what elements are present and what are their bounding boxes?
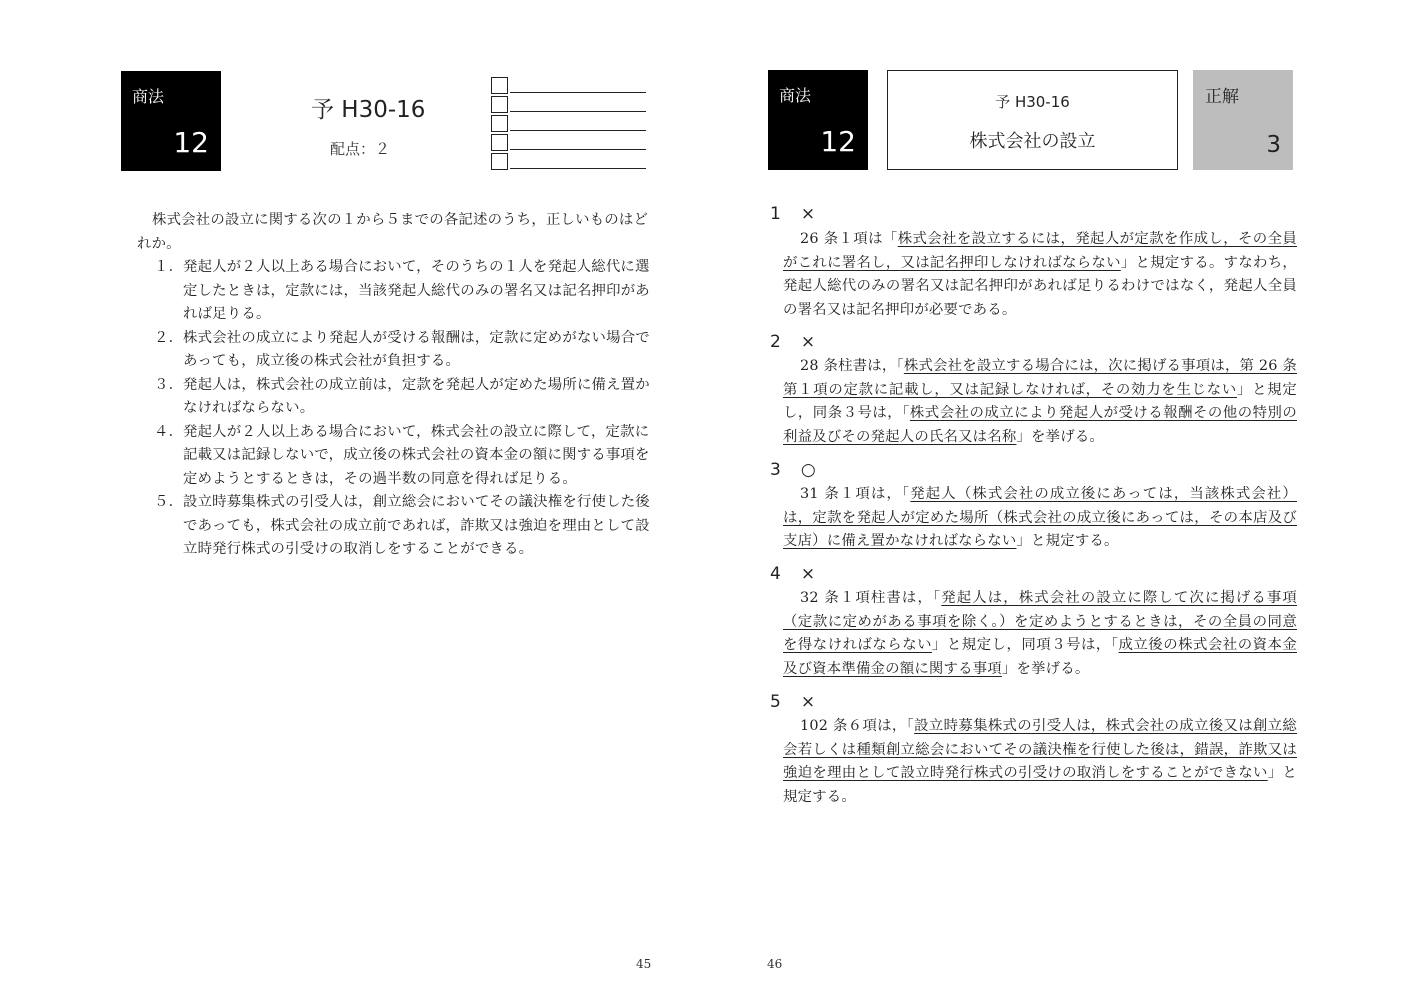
check-line <box>510 130 646 131</box>
explanation-text: 28 条柱書は，「 <box>800 358 904 374</box>
question-id: 予 H30-16 <box>995 93 1070 111</box>
answer-number: 5 <box>770 692 781 712</box>
choice-number: ２． <box>154 329 184 346</box>
choice-item <box>154 256 650 327</box>
review-check-row <box>491 132 646 151</box>
choice-item <box>154 421 650 492</box>
answer-mark: × <box>800 564 816 584</box>
choice-list <box>137 256 650 562</box>
subject-label: 商法 <box>132 87 165 106</box>
quoted-statute: 株式会社の成立により発起人が受ける報酬その他の特別の利益及びその発起人の氏名又は名称 <box>783 405 1297 445</box>
choice-number: １． <box>154 259 184 275</box>
answer-explanation <box>783 355 1297 449</box>
subject-box-right <box>768 70 868 170</box>
answer-number: 3 <box>770 460 781 480</box>
answer-heading <box>770 564 815 584</box>
answer-value: 3 <box>1266 132 1281 158</box>
subject-label: 商法 <box>779 86 812 105</box>
checkbox[interactable] <box>491 115 508 132</box>
checkbox[interactable] <box>491 153 508 170</box>
answer-heading <box>770 332 815 352</box>
title-box <box>887 70 1178 170</box>
explanation-text: 」を挙げる。 <box>1001 660 1090 677</box>
answer-heading <box>770 460 816 480</box>
quoted-statute: 株式会社を設立する場合には，次に掲げる事項は，第 26 条第１項の定款に記載し，又は記録しなければ，その効力を生じない <box>783 358 1297 398</box>
quoted-statute: 発起人は，株式会社の設立に際して次に掲げる事項（定款に定めがある事項を除く。）を定めようとするときは，その全員の同意を得なければならない <box>783 590 1297 653</box>
checkbox[interactable] <box>491 96 508 113</box>
answer-heading <box>770 204 815 224</box>
answer-explanation <box>783 715 1297 809</box>
review-check-row <box>491 113 646 132</box>
answer-heading <box>770 692 815 712</box>
choice-item <box>154 491 650 562</box>
review-check-row <box>491 75 646 94</box>
checkbox[interactable] <box>491 134 508 151</box>
explanation-text: 26 条１項は「 <box>800 231 898 247</box>
explanation-text: 」と規定する。すなわち，発起人総代のみの署名又は記名押印があれば足りるわけではなく，発起人全員の署名又は記名押印が必要である。 <box>783 254 1297 318</box>
choice-text: 発起人が２人以上ある場合において，そのうちの１人を発起人総代に選定したときは，定款には，当該発起人総代のみの署名又は記名押印があれば足りる。 <box>183 259 650 322</box>
choice-number: ３． <box>154 376 184 393</box>
question-number: 12 <box>820 125 856 158</box>
explanation-text: 」と規定し，同条３号は，「 <box>783 381 1297 421</box>
answer-number: 1 <box>770 204 781 224</box>
answer-explanation <box>783 483 1297 554</box>
explanation-text: 」と規定する。 <box>783 765 1297 805</box>
explanation-text: 」と規定し，同項３号は，「 <box>932 637 1119 653</box>
answer-mark: ○ <box>800 460 816 480</box>
question-number: 12 <box>173 126 209 159</box>
checkbox[interactable] <box>491 77 508 94</box>
review-check-row <box>491 151 646 170</box>
quoted-statute: 設立時募集株式の引受人は，株式会社の成立後又は創立総会若しくは種類創立総会においてその議決権を行使した後は，錯誤，詐欺又は強迫を理由として設立時発行株式の引受けの取消しをすることができない <box>783 718 1298 781</box>
choice-text: 発起人は，株式会社の成立前は，定款を発起人が定めた場所に備え置かなければならない。 <box>183 376 650 416</box>
page-number-right: 46 <box>767 957 783 971</box>
answer-mark: × <box>800 692 816 712</box>
quoted-statute: 発起人（株式会社の成立後にあっては，当該株式会社）は，定款を発起人が定めた場所（株式会社の成立後にあっては，その本店及び支店）に備え置かなければならない <box>783 486 1297 549</box>
review-check-row <box>491 94 646 113</box>
answer-number: 4 <box>770 564 781 584</box>
answer-box <box>1193 70 1293 170</box>
question-intro: 株式会社の設立に関する次の１から５までの各記述のうち，正しいものはどれか。 <box>137 212 649 252</box>
check-line <box>510 111 646 112</box>
check-line <box>510 168 646 169</box>
quoted-statute: 成立後の株式会社の資本金及び資本準備金の額に関する事項 <box>783 637 1297 677</box>
subject-box-left <box>121 71 221 171</box>
answer-mark: × <box>800 204 816 224</box>
answer-mark: × <box>800 332 816 352</box>
points-label: 配点：２ <box>330 140 391 158</box>
choice-item <box>154 327 650 374</box>
answer-explanation <box>783 587 1297 681</box>
choice-text: 設立時募集株式の引受人は，創立総会においてその議決権を行使した後であっても，株式会社の成立前であれば，詐欺又は強迫を理由として設立時発行株式の引受けの取消しをすることができる。 <box>183 494 650 557</box>
choice-number: ５． <box>154 494 184 510</box>
choice-text: 発起人が２人以上ある場合において，株式会社の設立に際して，定款に記載又は記録しないで，成立後の株式会社の資本金の額に関する事項を定めようとするときは，その過半数の同意を得れば足りる。 <box>183 423 650 487</box>
choice-item <box>154 374 650 421</box>
quoted-statute: 株式会社を設立するには，発起人が定款を作成し，その全員がこれに署名し，又は記名押印しなければならない <box>783 231 1297 271</box>
choice-number: ４． <box>154 423 184 440</box>
answer-label: 正解 <box>1205 87 1239 107</box>
explanation-text: 31 条１項は，「 <box>800 486 911 502</box>
check-line <box>510 149 646 150</box>
check-line <box>510 92 646 93</box>
answer-explanation <box>783 228 1297 322</box>
explanation-text: 32 条１項柱書は，「 <box>800 590 942 606</box>
review-checklist <box>491 75 646 170</box>
page-number-left: 45 <box>636 957 652 971</box>
explanation-text: 」を挙げる。 <box>1016 428 1104 445</box>
question-id: 予 H30-16 <box>311 97 426 123</box>
question-body <box>137 209 650 562</box>
choice-text: 株式会社の成立により発起人が受ける報酬は，定款に定めがない場合であっても，成立後の株式会社が負担する。 <box>183 329 650 369</box>
explanation-text: 102 条６項は，「 <box>800 718 915 734</box>
answer-number: 2 <box>770 332 781 352</box>
topic-title: 株式会社の設立 <box>969 131 1096 152</box>
explanation-text: 」と規定する。 <box>1016 533 1119 549</box>
